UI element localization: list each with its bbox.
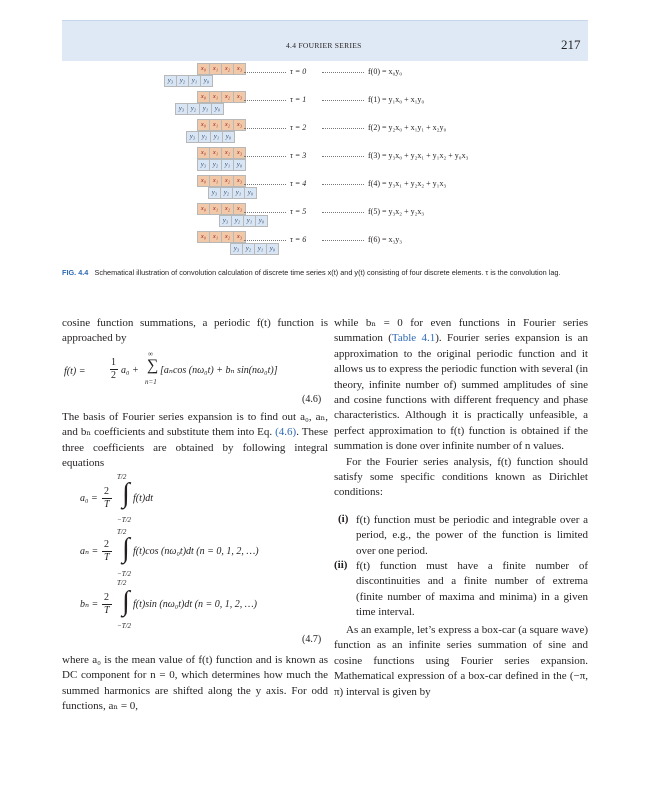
y-cell: y₀ <box>233 159 246 171</box>
left-paragraph-3: where a₀ is the mean value of f(t) function and is known as DC component for n = 0, which determines how much the summed harmonics are shifted along the y axis. For odd functions, aₙ = 0, <box>62 654 328 713</box>
x-cell: x₃ <box>233 147 246 159</box>
x-series-row <box>197 147 245 158</box>
y-cell: y₂ <box>231 215 244 227</box>
leader-line <box>322 128 364 129</box>
x-series-row <box>197 63 245 74</box>
x-cell: x₃ <box>233 203 246 215</box>
eq-reference[interactable]: (4.6) <box>275 426 297 439</box>
tau-label: τ = 3 <box>290 151 307 160</box>
y-cell: y₃ <box>175 103 188 115</box>
leader-line <box>322 184 364 185</box>
leader-line <box>244 72 286 73</box>
right-paragraph-1: while bₙ = 0 for even functions in Fourier series summation (Table 4.1). Fourier series expansion is an approximation to the original periodic function and it allows us to express the periodic function with several (in theory, infinite number of) summed amplitudes of sine and cosine functions with different frequency and phase characteristics. Although it is practically unfeasible, a perfect approximation to f(t) function is obtained if the summation is done over infinite number of n values. For the Fourier series analysis, f(t) function should satisfy some specific conditions known as Dirichlet conditions: <box>334 316 588 501</box>
y-cell: y₃ <box>208 187 221 199</box>
leader-line <box>322 100 364 101</box>
x-cell: x₀ <box>197 231 210 243</box>
y-series-row <box>164 75 212 86</box>
running-header: 4.4 FOURIER SERIES <box>286 41 362 50</box>
y-cell: y₃ <box>186 131 199 143</box>
x-cell: x₀ <box>197 175 210 187</box>
y-cell: y₂ <box>209 159 222 171</box>
x-cell: x₃ <box>233 63 246 75</box>
x-cell: x₁ <box>209 147 222 159</box>
x-cell: x₂ <box>221 175 234 187</box>
y-cell: y₃ <box>230 243 243 255</box>
figure-caption <box>62 267 590 278</box>
left-paragraph-2: The basis of Fourier series expansion is to find out a₀, aₙ, and bₙ coefficients and substitute them into Eq. (4.6). These three coefficients are obtained by following integral equations <box>62 411 328 470</box>
y-cell: y₂ <box>220 187 233 199</box>
x-cell: x₀ <box>197 147 210 159</box>
x-cell: x₂ <box>221 203 234 215</box>
leader-line <box>244 156 286 157</box>
y-cell: y₀ <box>244 187 257 199</box>
convolution-result: f(0) = x₀y₀ <box>368 67 403 76</box>
y-cell: y₂ <box>176 75 189 87</box>
x-cell: x₀ <box>197 63 210 75</box>
y-cell: y₁ <box>188 75 201 87</box>
right-paragraph-2: For the Fourier series analysis, f(t) function should satisfy some specific conditions known as Dirichlet conditions: <box>334 455 588 499</box>
x-series-row <box>197 119 245 130</box>
x-cell: x₃ <box>233 119 246 131</box>
x-cell: x₃ <box>233 175 246 187</box>
list-item-2: f(t) function must have a finite number of discontinuities and a finite number of extrema (finite number of maxima and minima) in a given time interval. <box>356 560 588 619</box>
leader-line <box>244 184 286 185</box>
leader-line <box>244 212 286 213</box>
leader-line <box>322 240 364 241</box>
x-cell: x₂ <box>221 231 234 243</box>
y-cell: y₀ <box>200 75 213 87</box>
page-number: 217 <box>561 37 581 52</box>
leader-line <box>244 240 286 241</box>
x-cell: x₂ <box>221 91 234 103</box>
x-cell: x₀ <box>197 91 210 103</box>
tau-label: τ = 0 <box>290 67 307 76</box>
y-series-row <box>175 103 223 114</box>
y-cell: y₀ <box>255 215 268 227</box>
x-cell: x₀ <box>197 203 210 215</box>
leader-line <box>322 212 364 213</box>
caption-text: Schematical illustration of convolution calculation of discrete time series x(t) and y(t) consisting of four discrete elements. τ is the convolution lag. <box>94 268 561 277</box>
table-reference[interactable]: Table 4.1 <box>391 332 436 345</box>
figure-label: FIG. 4.4 <box>62 268 89 277</box>
convolution-result: f(4) = y₃x₁ + y₂x₂ + y₁x₃ <box>368 179 447 188</box>
convolution-result: f(2) = y₂x₀ + x₁y₁ + x₂y₀ <box>368 123 447 132</box>
convolution-result: f(6) = x₃y₃ <box>368 235 403 244</box>
y-series-row <box>208 187 256 198</box>
y-cell: y₁ <box>199 103 212 115</box>
y-cell: y₁ <box>232 187 245 199</box>
y-series-row <box>197 159 245 170</box>
convolution-result: f(3) = y₃x₀ + y₂x₁ + y₁x₂ + y₀x₃ <box>368 151 469 160</box>
y-cell: y₂ <box>198 131 211 143</box>
right-paragraph-3: As an example, let’s express a box-car (a square wave) function as an infinite series summation of sine and cosine functions using Fourier series expansion. Mathematical expression of a box-car defined in the (−π, π) interval is given by <box>334 624 588 698</box>
y-cell: y₃ <box>197 159 210 171</box>
y-series-row <box>186 131 234 142</box>
y-cell: y₃ <box>164 75 177 87</box>
x-cell: x₂ <box>221 147 234 159</box>
x-series-row <box>197 175 245 186</box>
tau-label: τ = 1 <box>290 95 307 104</box>
y-cell: y₃ <box>219 215 232 227</box>
tau-label: τ = 6 <box>290 235 307 244</box>
leader-line <box>322 156 364 157</box>
x-series-row <box>197 231 245 242</box>
x-cell: x₁ <box>209 91 222 103</box>
leader-line <box>322 72 364 73</box>
y-cell: y₀ <box>266 243 279 255</box>
y-cell: y₁ <box>221 159 234 171</box>
y-series-row <box>230 243 278 254</box>
tau-label: τ = 4 <box>290 179 307 188</box>
tau-label: τ = 5 <box>290 207 307 216</box>
leader-line <box>244 100 286 101</box>
x-cell: x₃ <box>233 91 246 103</box>
y-cell: y₁ <box>210 131 223 143</box>
x-cell: x₁ <box>209 231 222 243</box>
y-cell: y₂ <box>187 103 200 115</box>
x-cell: x₁ <box>209 63 222 75</box>
y-cell: y₁ <box>243 215 256 227</box>
x-cell: x₁ <box>209 119 222 131</box>
y-series-row <box>219 215 267 226</box>
y-cell: y₂ <box>242 243 255 255</box>
y-cell: y₀ <box>211 103 224 115</box>
y-cell: y₁ <box>254 243 267 255</box>
x-cell: x₁ <box>209 175 222 187</box>
tau-label: τ = 2 <box>290 123 307 132</box>
convolution-result: f(1) = y₁x₀ + x₁y₀ <box>368 95 425 104</box>
x-cell: x₁ <box>209 203 222 215</box>
left-paragraph-1: cosine function summations, a periodic f(t) function is approached by <box>62 317 328 345</box>
x-series-row <box>197 91 245 102</box>
x-cell: x₂ <box>221 119 234 131</box>
x-cell: x₀ <box>197 119 210 131</box>
y-cell: y₀ <box>222 131 235 143</box>
convolution-result: f(5) = y₃x₂ + y₂x₃ <box>368 207 425 216</box>
leader-line <box>244 128 286 129</box>
x-cell: x₂ <box>221 63 234 75</box>
x-cell: x₃ <box>233 231 246 243</box>
x-series-row <box>197 203 245 214</box>
list-item-1: f(t) function must be periodic and integrable over a period, e.g., the power of the function is limited over one period. <box>356 514 588 557</box>
